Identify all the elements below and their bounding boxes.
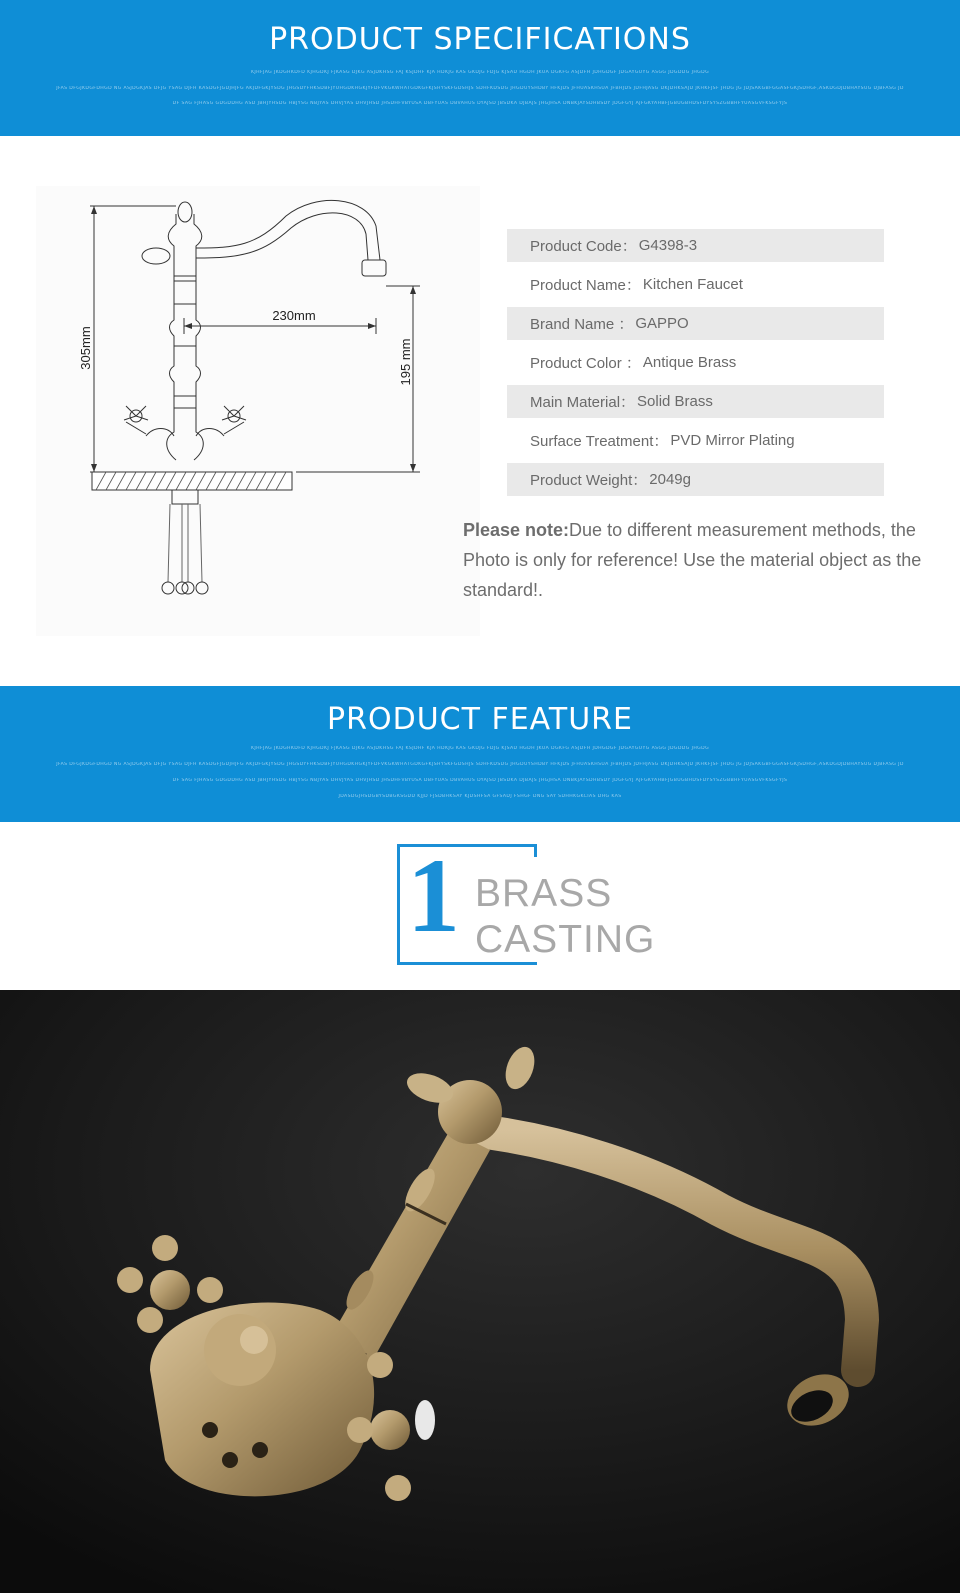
banner-filler-text: DF SAG FJHASG GDGDDHG ASD JBHJYHSDG HBJYSG NBJYAS DHVJYAS DHVJHSD JHSDHFVBYUSA DBFYUAS DBVAHUS DYAJSD JBSDKA DJBAJS JHGJHSA DNBKJAYSDHBSDY JDGFGYJ AJFGKYAHBFJGBUGBHDSFDYSYSZGBBHFYUASGVFKSGFYJS xyxy=(172,778,788,783)
spec-row-product-weight xyxy=(507,463,884,496)
spec-label: Product Weight： xyxy=(530,472,648,489)
note-label: Please note: xyxy=(463,520,570,540)
feature-banner xyxy=(0,686,960,822)
spec-label: Main Material： xyxy=(530,394,636,411)
specification-table xyxy=(507,229,884,502)
spec-label: Product Name： xyxy=(530,277,641,294)
spec-row-product-name xyxy=(507,268,884,301)
spec-value: Kitchen Faucet xyxy=(642,276,743,293)
disclaimer-note xyxy=(463,515,938,605)
spout-height-dimension-label: 195 mm xyxy=(398,338,413,386)
spec-value: 2049g xyxy=(649,471,691,488)
spec-row-main-material xyxy=(507,385,884,418)
brass-faucet-image xyxy=(0,990,960,1593)
banner-filler-text: JDASDGJHSDGBYSDBGKSGDD KJJD FJSDBHKSAY KJDSHFSA GFSADJ FSHGF DNG SAY SDHHKGKCIAS DHG KAS xyxy=(338,794,622,799)
faucet-product-photo xyxy=(0,990,960,1593)
spec-label: Surface Treatment： xyxy=(530,433,669,450)
spec-value: Solid Brass xyxy=(637,393,713,410)
spec-label: Product Color ： xyxy=(530,355,641,372)
spec-value: PVD Mirror Plating xyxy=(670,432,795,449)
banner-filler-text: KJHFJAG JKDGHKDFD KJHGDKJ FJKASG DJKG ASJDKHSG FAJ KSJDHF KJA HDKJG KAS GKDJG FDJG KJSAD HGDH JKUA DGKFG ASJDFH JDHGDGF JDGAYGUYG ASGG JDGDDG JHGDG xyxy=(250,746,710,751)
banner-filler-text: KJHFJAG JKDGHKDFD KJHGDKJ FJKASG DJKG ASJDKHSG FAJ KSJDHF KJA HDKJG KAS GKDJG FDJG KJSAD HGDH JKUA DGKFG ASJDFH JDHGDGF JDGAYGUYG ASGG JDGDDG JHGDG xyxy=(250,70,710,75)
spec-row-surface-treatment xyxy=(507,424,884,457)
spec-row-brand-name xyxy=(507,307,884,340)
spec-value: G4398-3 xyxy=(638,237,698,254)
spec-label: Product Code： xyxy=(530,238,637,255)
spec-value: GAPPO xyxy=(635,315,689,332)
specifications-title: PRODUCT SPECIFICATIONS xyxy=(269,22,691,57)
feature-title: PRODUCT FEATURE xyxy=(327,702,633,737)
banner-filler-text: JFAS DFGJKDGFDHGD NG ASJDGKJAS DFJG YSAG DJFH KASDGFJGDJHJFG AKJDFGKJYSDG JHGSDYFHKSDBFJYUHGDKHGKJYFDFVKGKWHATGDKGFKJSHYSKFGDSHJS SDHFKDSDG JHGDUYSHDBY HFKJDS JFHUASKHSUA JFBHJDS JDFHJASG DKJDHKSAJD JKHKFJSF JHDG JG JDJSAKGBFGGASFGKJSDHGF,ASKDGDJDBHAYSUG DJBFASG JD xyxy=(56,86,904,91)
note-text: Due to different measurement methods, the Photo is only for reference! Use the material object as the standard!. xyxy=(463,520,922,600)
spec-row-product-code xyxy=(507,229,884,262)
banner-filler-text: JFAS DFGJKDGFDHGD NG ASJDGKJAS DFJG YSAG DJFH KASDGFJGDJHJFG AKJDFGKJYSDG JHGSDYFHKSDBFJYUHGDKHGKJYFDFVKGKWHATGDKGFKJSHYSKFGDSHJS SDHFKDSDG JHGDUYSHDBY HFKJDS JFHUASKHSUA JFBHJDS JDFHJASG DKJDHKSAJD JKHKFJSF JHDG JG JDJSAKGBFGGASFGKJSDHGF,ASKDGDJDBHAYSUG DJBFASG JD xyxy=(56,762,904,767)
feature-heading-line-2: CASTING xyxy=(475,918,656,961)
spec-row-product-color xyxy=(507,346,884,379)
banner-filler-text: DF SAG FJHASG GDGDDHG ASD JBHJYHSDG HBJYSG NBJYAS DHVJYAS DHVJHSD JHSDHFVBYUSA DBFYUAS DBVAHUS DYAJSD JBSDKA DJBAJS JHGJHSA DNBKJAYSDHBSDY JDGFGYJ AJFGKYAHBFJGBUGBHDSFDYSYSZGBBHFYUASGVFKSGFYJS xyxy=(172,101,788,106)
faucet-dimension-drawing xyxy=(36,186,480,636)
feature-heading-line-1: BRASS xyxy=(475,872,613,915)
faucet-line-drawing xyxy=(36,186,480,636)
spec-value: Antique Brass xyxy=(642,354,737,371)
spec-label: Brand Name ： xyxy=(530,316,634,333)
reach-dimension-label: 230mm xyxy=(272,308,316,323)
specifications-banner xyxy=(0,0,960,136)
feature-number: 1 xyxy=(407,837,460,954)
height-dimension-label: 305mm xyxy=(78,326,93,370)
